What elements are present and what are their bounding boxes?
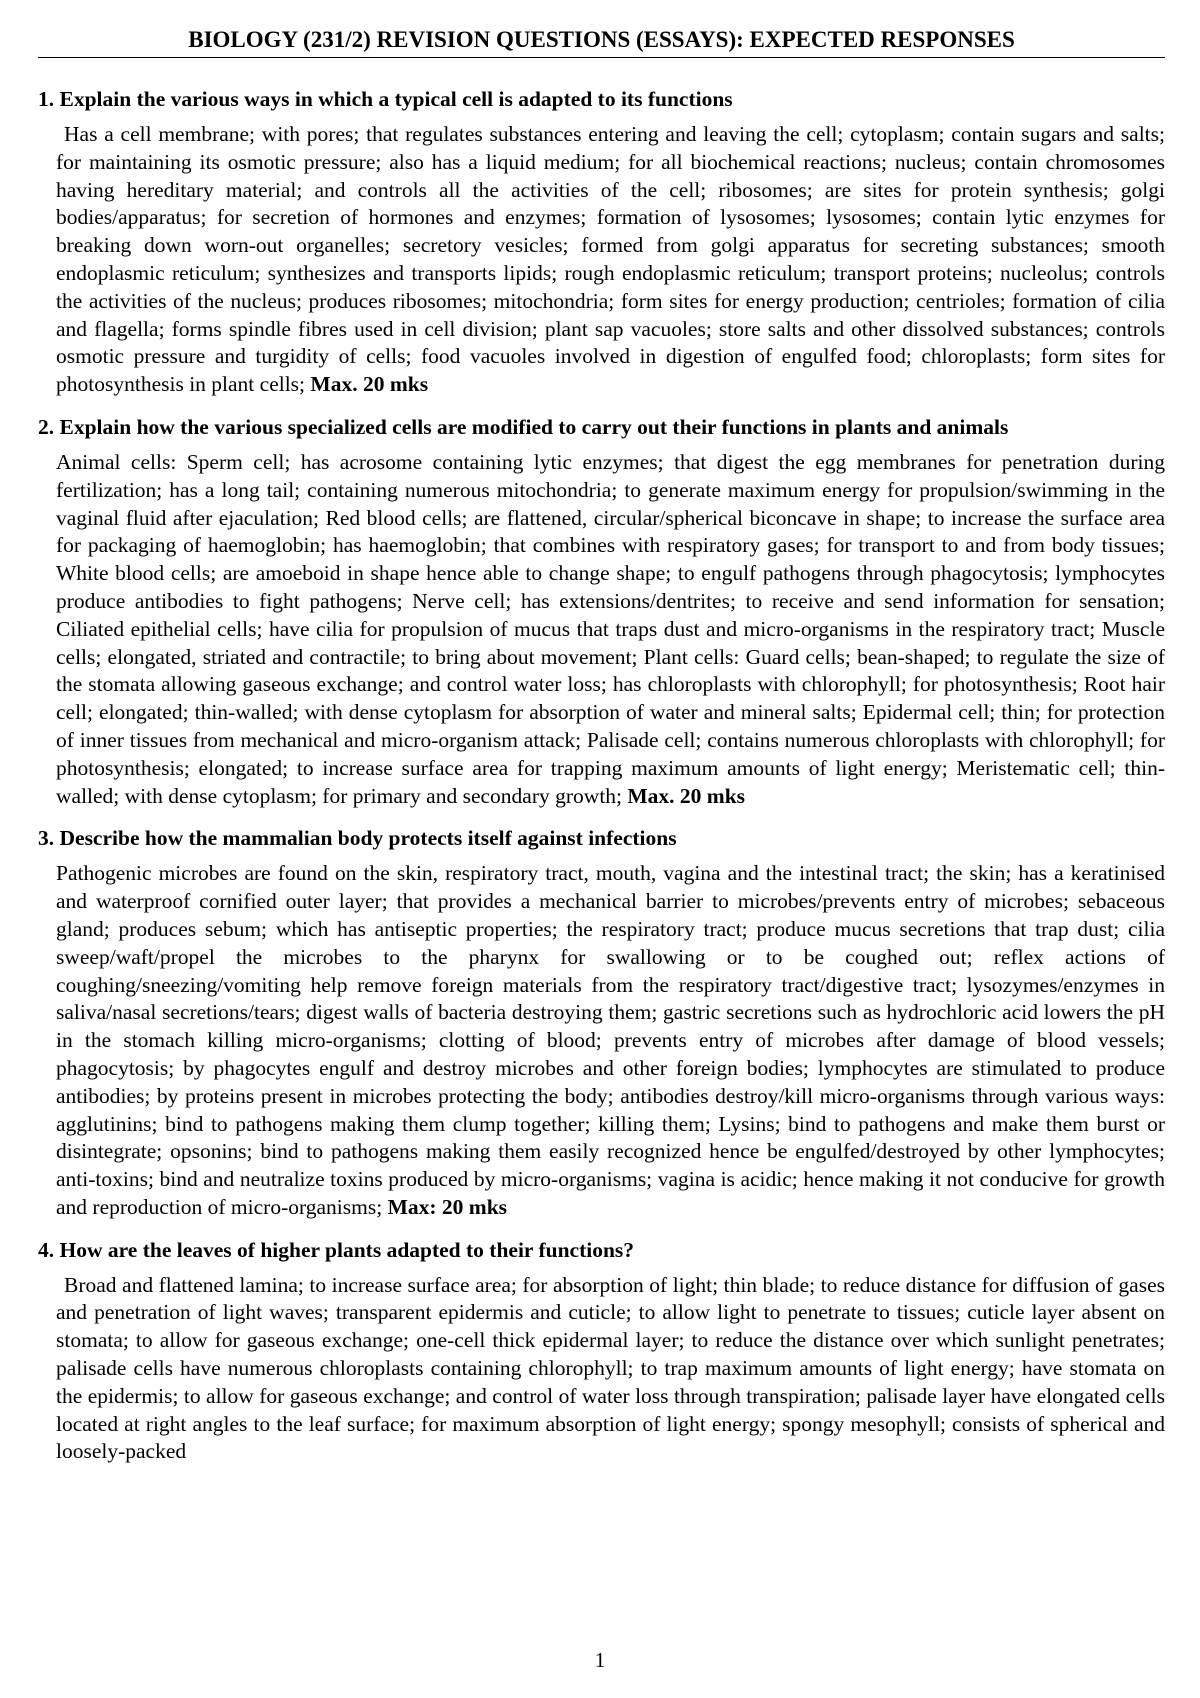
answer-paragraph — [38, 449, 1165, 810]
question-heading: 4. How are the leaves of higher plants adapted to their functions? — [38, 1237, 635, 1262]
answer-text: Broad and flattened lamina; to increase surface area; for absorption of light; thin blade; to reduce distance for diffusion of gases and penetration of light waves; transparent epidermis and cuticle; to allow light to penetrate to tissues; cuticle layer absent on stomata; to allow for gaseous exchange; one-cell thick epidermal layer; to reduce the distance over which sunlight penetrates; palisade cells have numerous chloroplasts containing chlorophyll; to trap maximum amounts of light energy; have stomata on the epidermis; to allow for gaseous exchange; and control of water loss through transpiration; palisade layer have elongated cells located at right angles to the leaf surface; for maximum absorption of light energy; spongy mesophyll; consists of spherical and loosely-packed — [56, 1272, 1165, 1464]
question-section-3 — [38, 824, 1165, 1221]
question-heading: 2. Explain how the various specialized cells are modified to carry out their functions in plants and animals — [38, 414, 1009, 439]
question-section-4 — [38, 1236, 1165, 1467]
question-heading: 1. Explain the various ways in which a typical cell is adapted to its functions — [38, 87, 733, 111]
question-section-2 — [38, 413, 1165, 810]
page-title: BIOLOGY (231/2) REVISION QUESTIONS (ESSAYS): EXPECTED RESPONSES — [38, 26, 1165, 58]
page-number: 1 — [594, 1648, 606, 1672]
answer-paragraph — [38, 860, 1165, 1221]
answer-text: Pathogenic microbes are found on the skin, respiratory tract, mouth, vagina and the intestinal tract; the skin; has a keratinised and waterproof cornified outer layer; that provides a mechanical barrier to microbes/prevents entry of microbes; sebaceous gland; produces sebum; which has antiseptic properties; the respiratory tract; produce mucus secretions that trap dust; cilia sweep/waft/propel the microbes to the pharynx for swallowing or to be coughed out; reflex actions of coughing/sneezing/vomiting help remove foreign materials from the respiratory tract/digestive tract; lysozymes/enzymes in saliva/nasal secretions/tears; digest walls of bacteria destroying them; gastric secretions such as hydrochloric acid lowers the pH in the stomach killing micro-organisms; clotting of blood; prevents entry of microbes after damage of blood vessels; phagocytosis; by phagocytes engulf and destroy microbes and other foreign bodies; lymphocytes are stimulated to produce antibodies; by proteins present in microbes protecting the body; antibodies destroy/kill micro-organisms through various ways: agglutinins; bind to pathogens making them clump together; killing them; Lysins; bind to pathogens and make them burst or disintegrate; opsonins; bind to pathogens making them easily recognized hence be engulfed/destroyed by other lymphocytes; anti-toxins; bind and neutralize toxins produced by micro-organisms; vagina is acidic; hence making it not conducive for growth and reproduction of micro-organisms; — [56, 861, 1165, 1219]
marks-label: Max. 20 mks — [627, 783, 746, 808]
answer-text: Animal cells: Sperm cell; has acrosome containing lytic enzymes; that digest the egg membranes for penetration during fertilization; has a long tail; containing numerous mitochondria; to generate maximum energy for propulsion/swimming in the vaginal fluid after ejaculation; Red blood cells; are flattened, circular/spherical biconcave in shape; to increase the surface area for packaging of haemoglobin; has haemoglobin; that combines with respiratory gases; for transport to and from body tissues; White blood cells; are amoeboid in shape hence able to change shape; to engulf pathogens through phagocytosis; lymphocytes produce antibodies to fight pathogens; Nerve cell; has extensions/dentrites; to receive and send information for sensation; Ciliated epithelial cells; have cilia for propulsion of mucus that traps dust and micro-organisms in the respiratory tract; Muscle cells; elongated, striated and contractile; to bring about movement; Plant cells: Guard cells; bean-shaped; to regulate the size of the stomata allowing gaseous exchange; and control water loss; has chloroplasts with chlorophyll; for photosynthesis; Root hair cell; elongated; thin-walled; with dense cytoplasm for absorption of water and mineral salts; Epidermal cell; thin; for protection of inner tissues from mechanical and micro-organism attack; Palisade cell; contains numerous chloroplasts with chlorophyll; for photosynthesis; elongated; to increase surface area for trapping maximum amounts of light energy; Meristematic cell; thin-walled; with dense cytoplasm; for primary and secondary growth; — [56, 449, 1165, 808]
question-section-1 — [38, 85, 1165, 399]
question-heading: 3. Describe how the mammalian body protects itself against infections — [38, 826, 677, 851]
marks-label: Max: 20 mks — [387, 1194, 508, 1219]
answer-paragraph — [38, 121, 1165, 399]
document-content — [38, 85, 1165, 1480]
answer-text: Has a cell membrane; with pores; that regulates substances entering and leaving the cell; cytoplasm; contain sugars and salts; for maintaining its osmotic pressure; also has a liquid medium; for all biochemical reactions; nucleus; contain chromosomes having hereditary material; and controls all the activities of the cell; ribosomes; are sites for protein synthesis; golgi bodies/apparatus; for secretion of hormones and enzymes; formation of lysosomes; lysosomes; contain lytic enzymes for breaking down worn-out organelles; secretory vesicles; formed from golgi apparatus for secreting substances; smooth endoplasmic reticulum; synthesizes and transports lipids; rough endoplasmic reticulum; transport proteins; nucleolus; controls the activities of the nucleus; produces ribosomes; mitochondria; form sites for energy production; centrioles; formation of cilia and flagella; forms spindle fibres used in cell division; plant sap vacuoles; store salts and other dissolved substances; controls osmotic pressure and turgidity of cells; food vacuoles involved in digestion of engulfed food; chloroplasts; form sites for photosynthesis in plant cells; — [56, 122, 1165, 397]
answer-paragraph — [38, 1272, 1165, 1467]
marks-label: Max. 20 mks — [310, 372, 429, 397]
